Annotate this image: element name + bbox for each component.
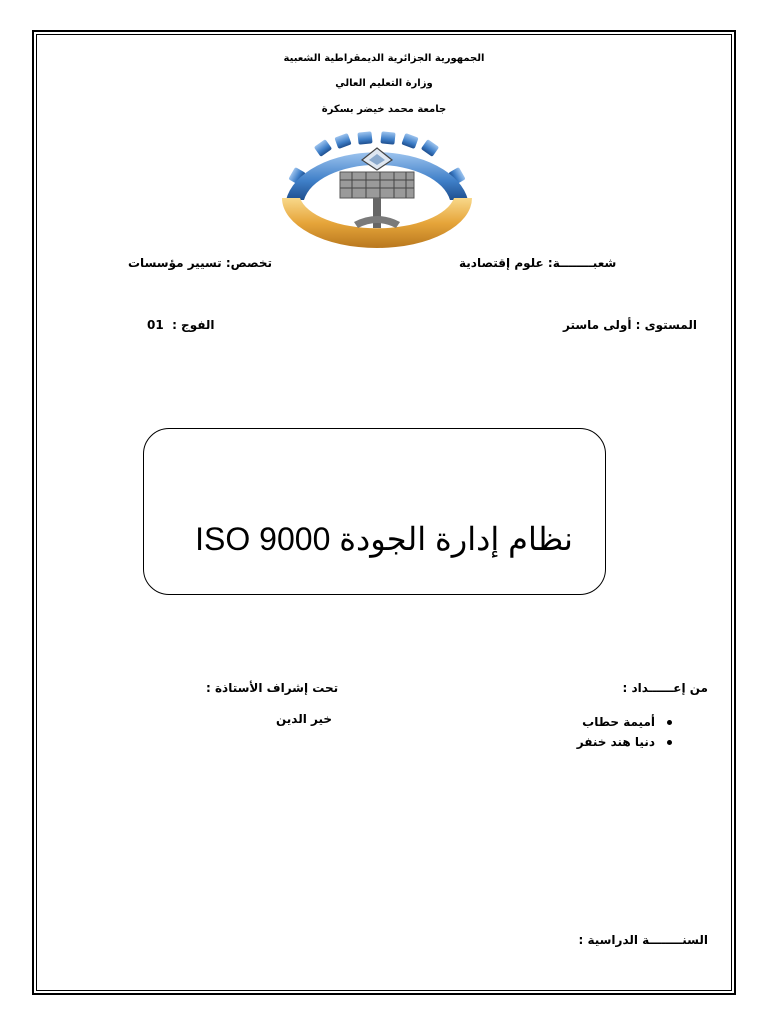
- branch-field: [459, 256, 616, 270]
- header-ministry: وزارة التعليم العالي: [335, 78, 433, 89]
- title-box: [143, 428, 606, 595]
- student-list: [577, 712, 672, 752]
- bullet-icon: [667, 720, 672, 725]
- list-item: [577, 712, 672, 732]
- header-republic: الجمهورية الجزائرية الديمقراطية الشعبية: [283, 53, 485, 64]
- group-label: الفوج :: [172, 318, 215, 332]
- prepared-by-label: من إعــــــداد :: [622, 681, 708, 695]
- group-value: 01: [147, 318, 164, 332]
- university-gear-logo: [268, 130, 486, 248]
- branch-value: : علوم إقتصادية: [459, 256, 553, 270]
- academic-year-label: السنــــــــة الدراسية :: [578, 933, 708, 947]
- header-university: جامعة محمد خيضر بسكرة: [321, 104, 447, 115]
- specialty-field: تخصص: تسيير مؤسسات: [128, 256, 273, 270]
- student-name: دنيا هند خنفر: [576, 735, 655, 749]
- branch-label: شعبــــــــة: [552, 256, 617, 270]
- group-field: [147, 318, 214, 332]
- document-title: نظام إدارة الجودة ISO 9000: [195, 521, 573, 557]
- supervisor-name: خير الدين: [276, 712, 333, 726]
- student-name: أميمة حطاب: [582, 715, 655, 729]
- level-field: المستوى : أولى ماستر: [563, 318, 697, 332]
- bullet-icon: [667, 740, 672, 745]
- list-item: [577, 732, 672, 752]
- supervisor-label: تحت إشراف الأستاذة :: [206, 681, 339, 695]
